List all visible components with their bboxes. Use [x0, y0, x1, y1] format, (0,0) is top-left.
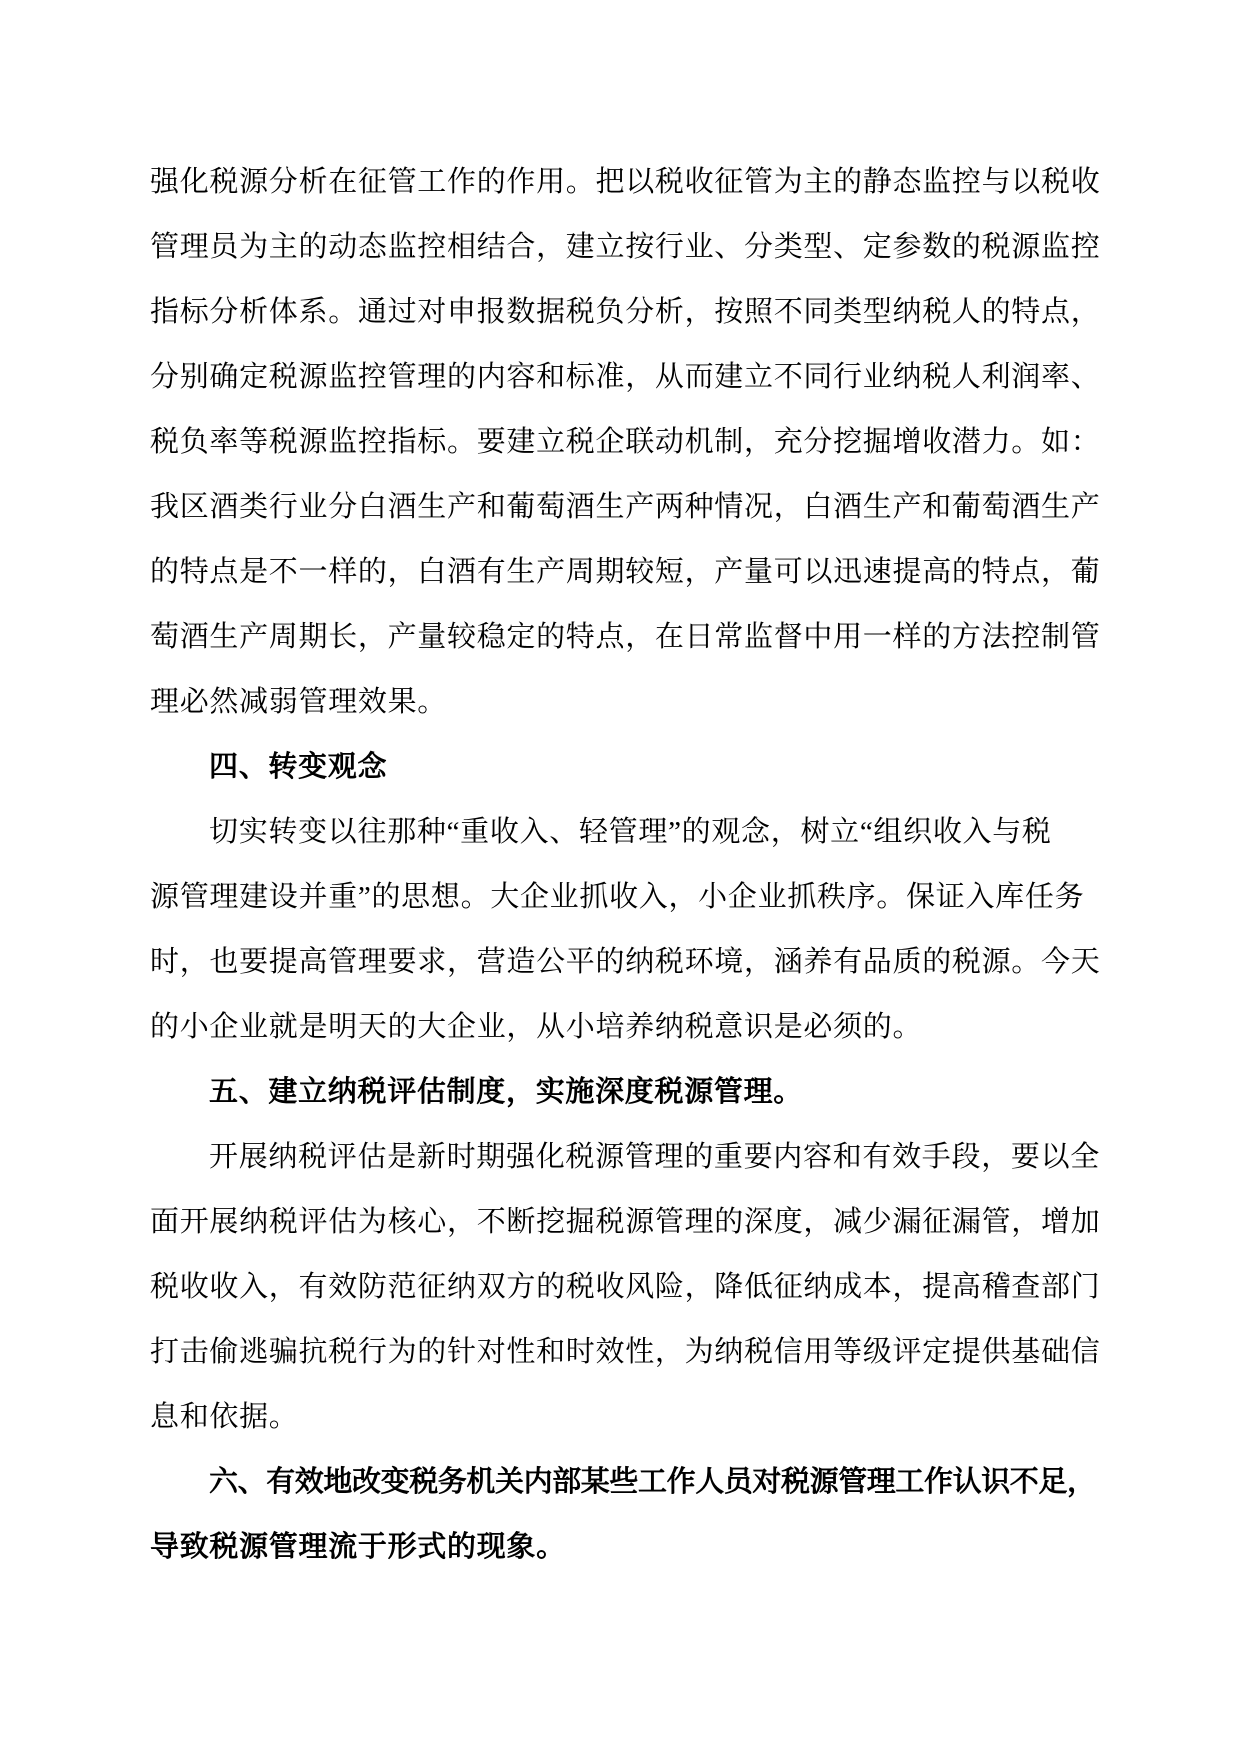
- section-heading: [150, 1450, 1102, 1580]
- text-line: 税收收入，有效防范征纳双方的税收风险，降低征纳成本，提高稽查部门: [150, 1271, 1101, 1303]
- text-line: 六、有效地改变税务机关内部某些工作人员对税源管理工作认识不足，: [209, 1466, 1096, 1498]
- paragraph: [150, 150, 1102, 735]
- text-line: 五、建立纳税评估制度，实施深度税源管理。: [209, 1076, 804, 1108]
- text-line: 导致税源管理流于形式的现象。: [150, 1531, 566, 1563]
- text-line: 强化税源分析在征管工作的作用。把以税收征管为主的静态监控与以税收: [150, 166, 1101, 198]
- text-line: 时，也要提高管理要求，营造公平的纳税环境，涵养有品质的税源。今天: [150, 946, 1101, 978]
- text-line: 息和依据。: [150, 1401, 299, 1433]
- paragraph: [150, 800, 1102, 1060]
- text-line: 面开展纳税评估为核心，不断挖掘税源管理的深度，减少漏征漏管，增加: [150, 1206, 1101, 1238]
- section-heading: [150, 1060, 1102, 1125]
- text-line: 萄酒生产周期长，产量较稳定的特点，在日常监督中用一样的方法控制管: [150, 621, 1101, 653]
- text-line: 我区酒类行业分白酒生产和葡萄酒生产两种情况，白酒生产和葡萄酒生产: [150, 491, 1101, 523]
- text-line: 开展纳税评估是新时期强化税源管理的重要内容和有效手段，要以全: [209, 1141, 1101, 1173]
- section-heading: [150, 735, 1102, 800]
- document-body: [150, 150, 1102, 1580]
- paragraph: [150, 1125, 1102, 1450]
- text-line: 分别确定税源监控管理的内容和标准，从而建立不同行业纳税人利润率、: [150, 361, 1101, 393]
- text-line: 税负率等税源监控指标。要建立税企联动机制，充分挖掘增收潜力。如：: [150, 426, 1101, 458]
- text-line: 打击偷逃骗抗税行为的针对性和时效性，为纳税信用等级评定提供基础信: [150, 1336, 1101, 1368]
- text-line: 四、转变观念: [209, 751, 388, 783]
- text-line: 理必然减弱管理效果。: [150, 686, 448, 718]
- text-line: 源管理建设并重”的思想。大企业抓收入，小企业抓秩序。保证入库任务: [150, 881, 1085, 913]
- text-line: 管理员为主的动态监控相结合，建立按行业、分类型、定参数的税源监控: [150, 231, 1101, 263]
- text-line: 的特点是不一样的，白酒有生产周期较短，产量可以迅速提高的特点，葡: [150, 556, 1101, 588]
- text-line: 切实转变以往那种“重收入、轻管理”的观念，树立“组织收入与税: [209, 816, 1052, 848]
- text-line: 指标分析体系。通过对申报数据税负分析，按照不同类型纳税人的特点，: [150, 296, 1101, 328]
- text-line: 的小企业就是明天的大企业，从小培养纳税意识是必须的。: [150, 1011, 923, 1043]
